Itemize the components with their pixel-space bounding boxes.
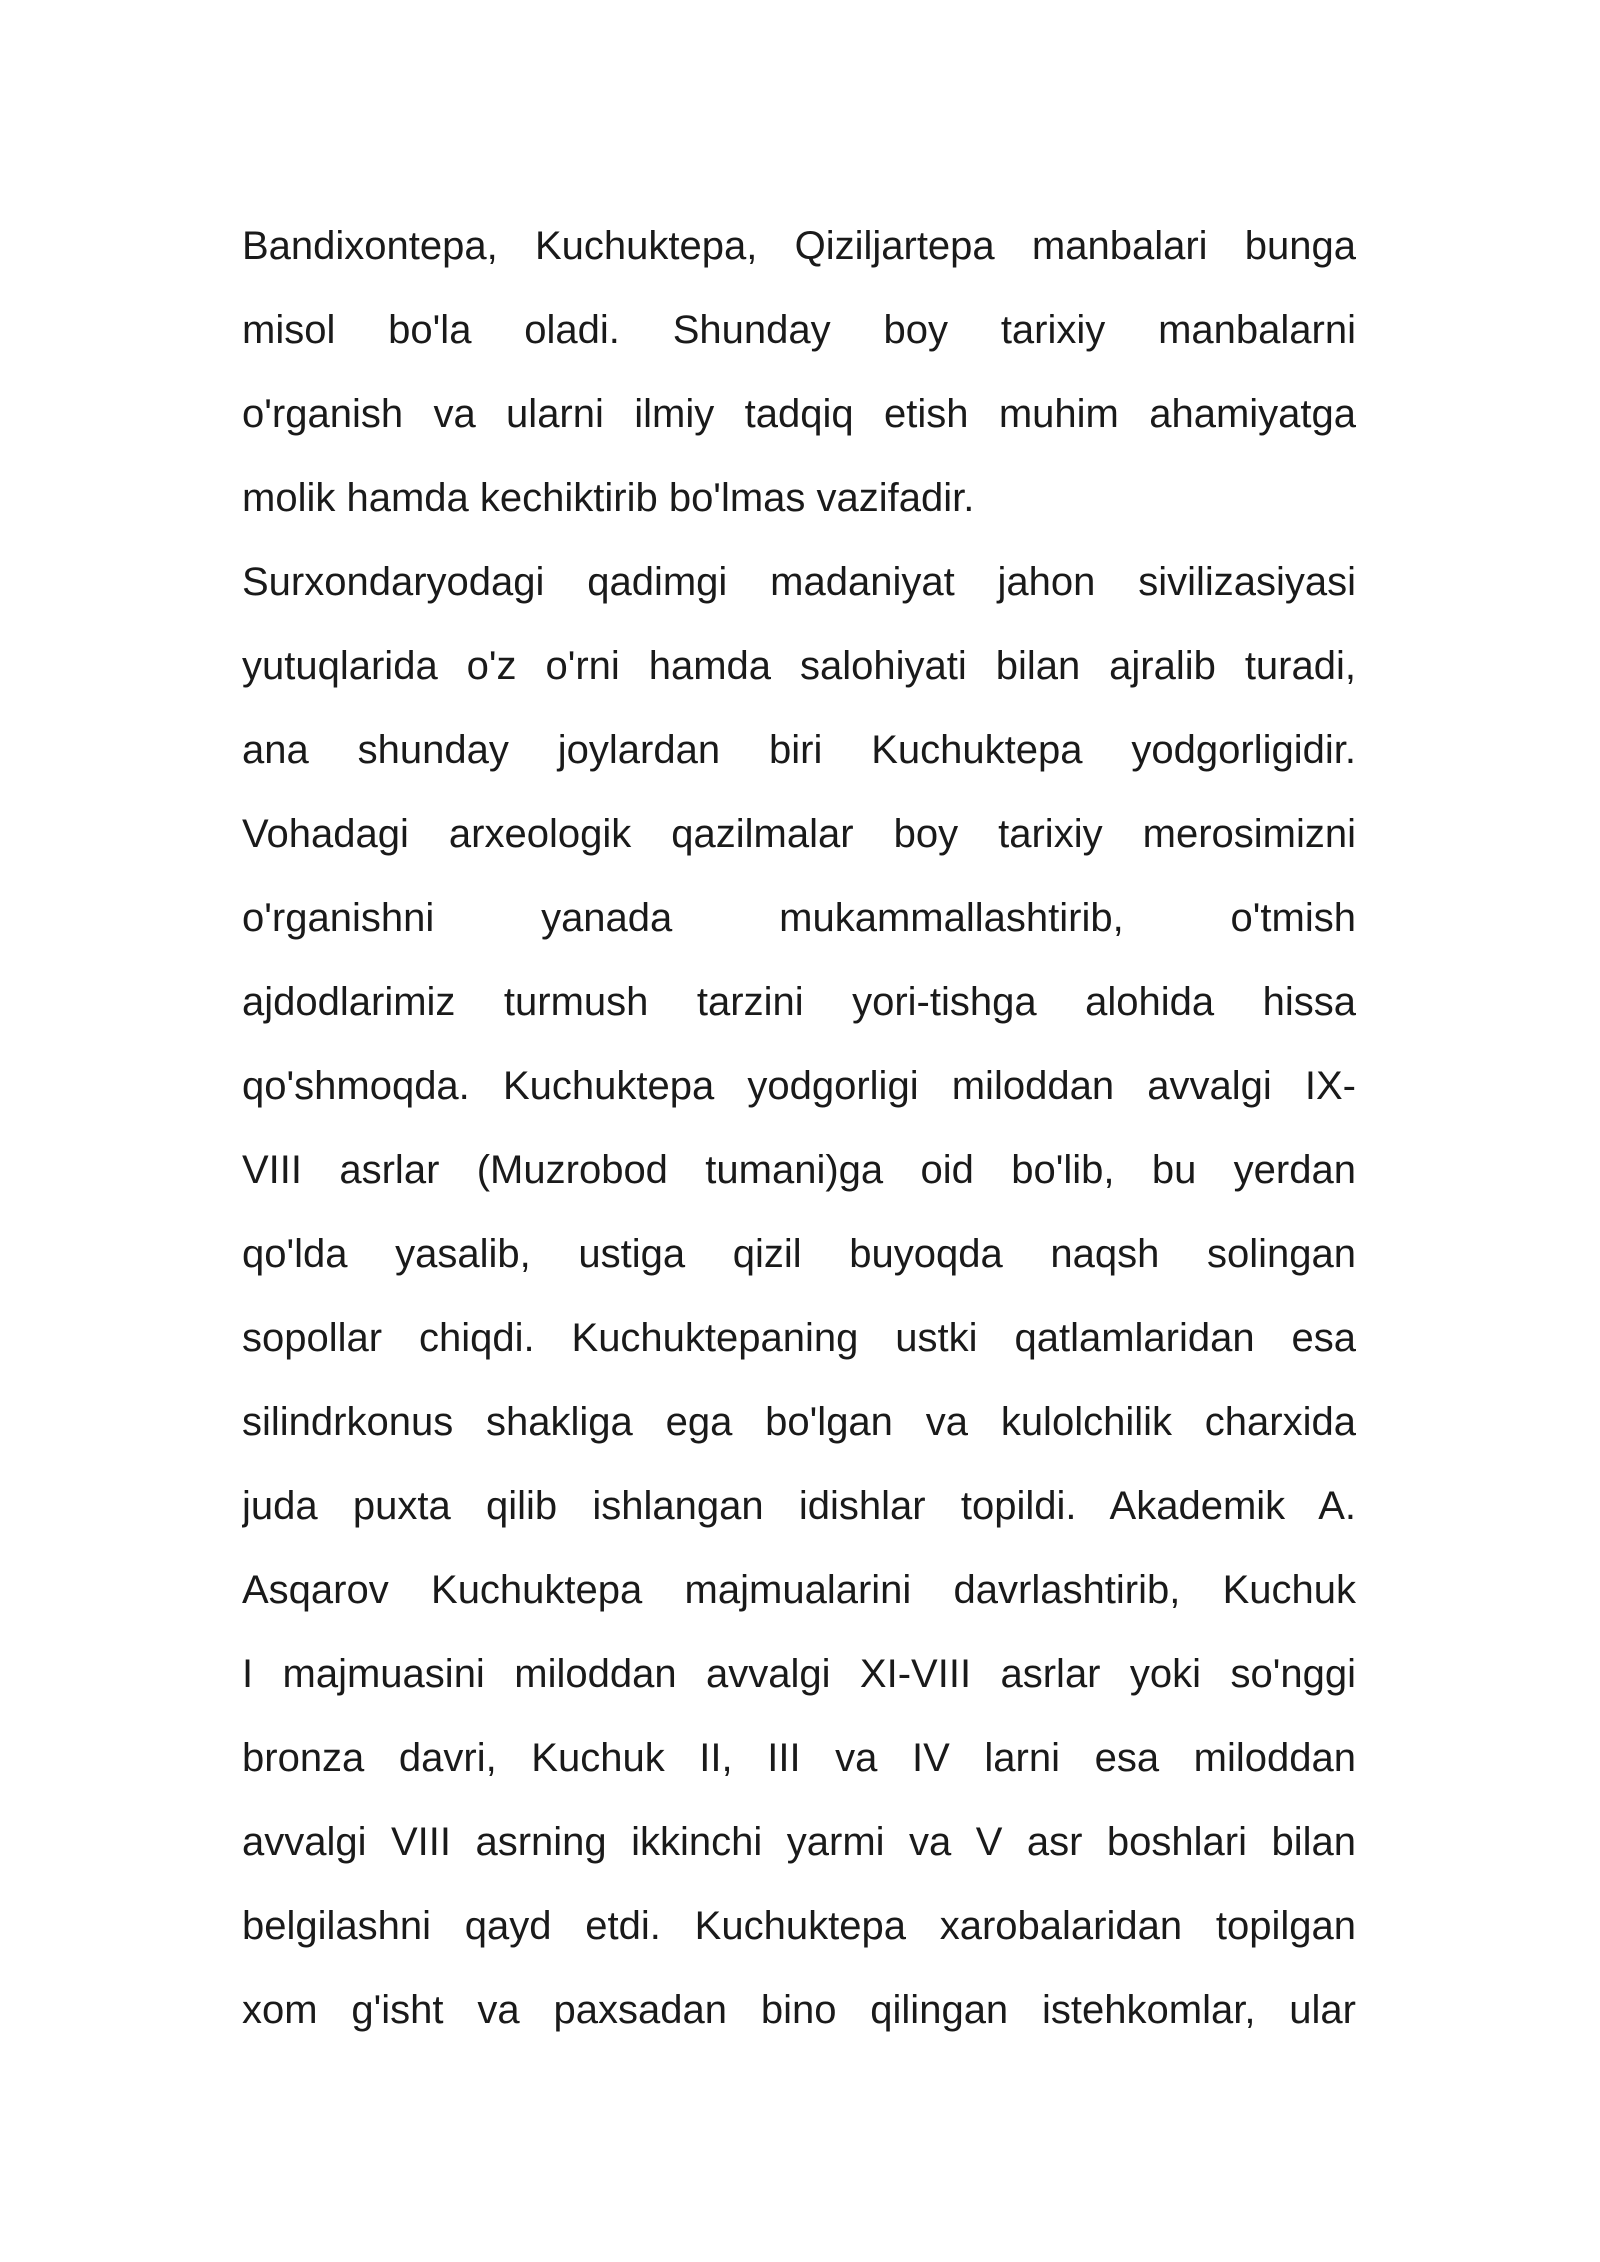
text-line: misol bo'la oladi. Shunday boy tarixiy manbalarni (242, 308, 1356, 352)
text-line: yutuqlarida o'z o'rni hamda salohiyati bilan ajralib turadi, (242, 644, 1356, 688)
text-line: Asqarov Kuchuktepa majmualarini davrlashtirib, Kuchuk (242, 1568, 1356, 1612)
text-line: juda puxta qilib ishlangan idishlar topildi. Akademik A. (242, 1484, 1356, 1528)
text-line: avvalgi VIII asrning ikkinchi yarmi va V asr boshlari bilan (242, 1820, 1356, 1864)
text-line: o'rganishni yanada mukammallashtirib, o'tmish (242, 896, 1356, 940)
text-line: xom g'isht va paxsadan bino qilingan istehkomlar, ular (242, 1988, 1356, 2032)
text-line: ana shunday joylardan biri Kuchuktepa yodgorligidir. (242, 728, 1356, 772)
text-line: silindrkonus shakliga ega bo'lgan va kulolchilik charxida (242, 1400, 1356, 1444)
text-line: qo'shmoqda. Kuchuktepa yodgorligi miloddan avvalgi IX- (242, 1064, 1356, 1108)
text-line: belgilashni qayd etdi. Kuchuktepa xarobalaridan topilgan (242, 1904, 1356, 1948)
text-line: molik hamda kechiktirib bo'lmas vazifadir. (242, 476, 975, 520)
text-line: ajdodlarimiz turmush tarzini yori-tishga alohida hissa (242, 980, 1356, 1024)
text-line: Surxondaryodagi qadimgi madaniyat jahon sivilizasiyasi (242, 560, 1356, 604)
text-line: Vohadagi arxeologik qazilmalar boy tarixiy merosimizni (242, 812, 1356, 856)
text-line: I majmuasini miloddan avvalgi XI-VIII asrlar yoki so'nggi (242, 1652, 1356, 1696)
text-line: VIII asrlar (Muzrobod tumani)ga oid bo'lib, bu yerdan (242, 1148, 1356, 1192)
text-line: sopollar chiqdi. Kuchuktepaning ustki qatlamlaridan esa (242, 1316, 1356, 1360)
text-line: o'rganish va ularni ilmiy tadqiq etish muhim ahamiyatga (242, 392, 1356, 436)
text-line: bronza davri, Kuchuk II, III va IV larni esa miloddan (242, 1736, 1356, 1780)
text-line: qo'lda yasalib, ustiga qizil buyoqda naqsh solingan (242, 1232, 1356, 1276)
text-line: Bandixontepa, Kuchuktepa, Qiziljartepa manbalari bunga (242, 224, 1356, 268)
body-text (242, 204, 1356, 2052)
